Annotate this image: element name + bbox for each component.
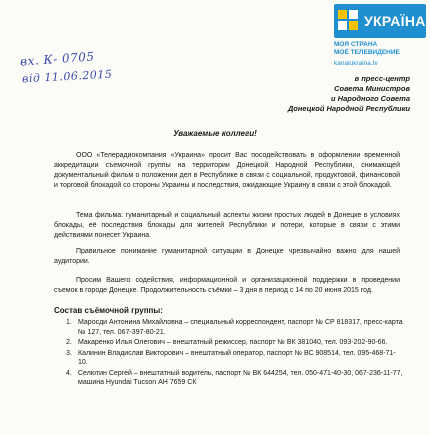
logo-tagline bbox=[334, 41, 426, 57]
list-item bbox=[54, 318, 404, 337]
logo-tagline-1: МОЯ СТРАНА bbox=[334, 41, 378, 48]
logo-tagline-2: МОЁ ТЕЛЕВИДЕНИЕ bbox=[334, 49, 400, 56]
paragraph-film-topic: Тема фильма: гуманитарный и социальный аспекты жизни простых людей в Донецке в условиях блокады, её последствия блокады для жителей Республики и потери, которые в связи с этими действиями понесет Украина. bbox=[54, 212, 400, 239]
list-item-text: Селютин Сергей – внештатный водитель, паспорт № ВК 644254, тел. 050-471-40-30, 067-236-11-77, машина Hyundai Tucson АН 7659 СК bbox=[78, 369, 403, 386]
greeting: Уважаемые коллеги! bbox=[173, 129, 257, 138]
list-item-number: 4. bbox=[66, 369, 72, 377]
logo-name: УКРАЇНА bbox=[364, 13, 426, 29]
handwritten-registration-number: вх. К- 0705 bbox=[19, 49, 95, 69]
crew-list bbox=[54, 318, 404, 389]
ukraina-logo bbox=[334, 4, 426, 67]
recipient-line-1: в пресс-центр bbox=[354, 74, 410, 83]
recipient-line-2: Совета Министров bbox=[334, 84, 410, 93]
recipient-line-3: и Народного Совета bbox=[331, 94, 410, 103]
list-item-text: Калинин Владислав Викторович – внештатный оператор, паспорт № ВС 908514, тел. 095-468-71-10. bbox=[78, 349, 396, 366]
paragraph-support-request: Просим Вашего содействия, информационной и организационной поддержки в проведении съемок в городе Донецке. Продолжительность съёмки – 3 дня в период с 14 по 20 июня 2015 год. bbox=[54, 277, 400, 294]
list-item-text: Мароcди Антонина Михайловна – специальный корреспондент, паспорт № СР 818317, пресс-карта № 127, тел. 067-397-80-21. bbox=[78, 319, 403, 336]
paragraph-importance: Правильное понимание гуманитарной ситуации в Донецке чрезвычайно важно для нашей аудитории. bbox=[54, 248, 400, 265]
list-item bbox=[54, 369, 404, 388]
list-item bbox=[54, 349, 404, 368]
logo-banner bbox=[334, 4, 426, 38]
list-item bbox=[54, 338, 404, 348]
recipient-line-4: Донецкой Народной Республики bbox=[287, 104, 410, 113]
list-item-text: Макаренко Илья Олегович – внештатный режиссер, паспорт № ВК 381040, тел. 093-202-90-66. bbox=[78, 339, 388, 346]
list-item-number: 3. bbox=[66, 349, 72, 357]
recipient-block bbox=[260, 74, 410, 114]
list-item-number: 1. bbox=[66, 319, 72, 326]
logo-mark-icon bbox=[338, 10, 360, 32]
logo-website: kanalukraina.tv bbox=[334, 60, 378, 67]
paragraph-request: ООО «Телерадиокомпания «Украина» просит Вас посодействовать в оформлении временной аккредитации съемочной группы на территории Донецкой Народной Республики, снимающей документальный фильм о положении дел в Республике в связи с социальной, продуктовой, финансовой и торговой блокадой со стороны Украины и последствия, ожидающие Украину в связи с этой блокадой. bbox=[54, 152, 400, 189]
crew-title: Состав съёмочной группы: bbox=[54, 306, 163, 315]
handwritten-registration-date: від 11.06.2015 bbox=[21, 67, 113, 86]
list-item-number: 2. bbox=[66, 339, 72, 346]
